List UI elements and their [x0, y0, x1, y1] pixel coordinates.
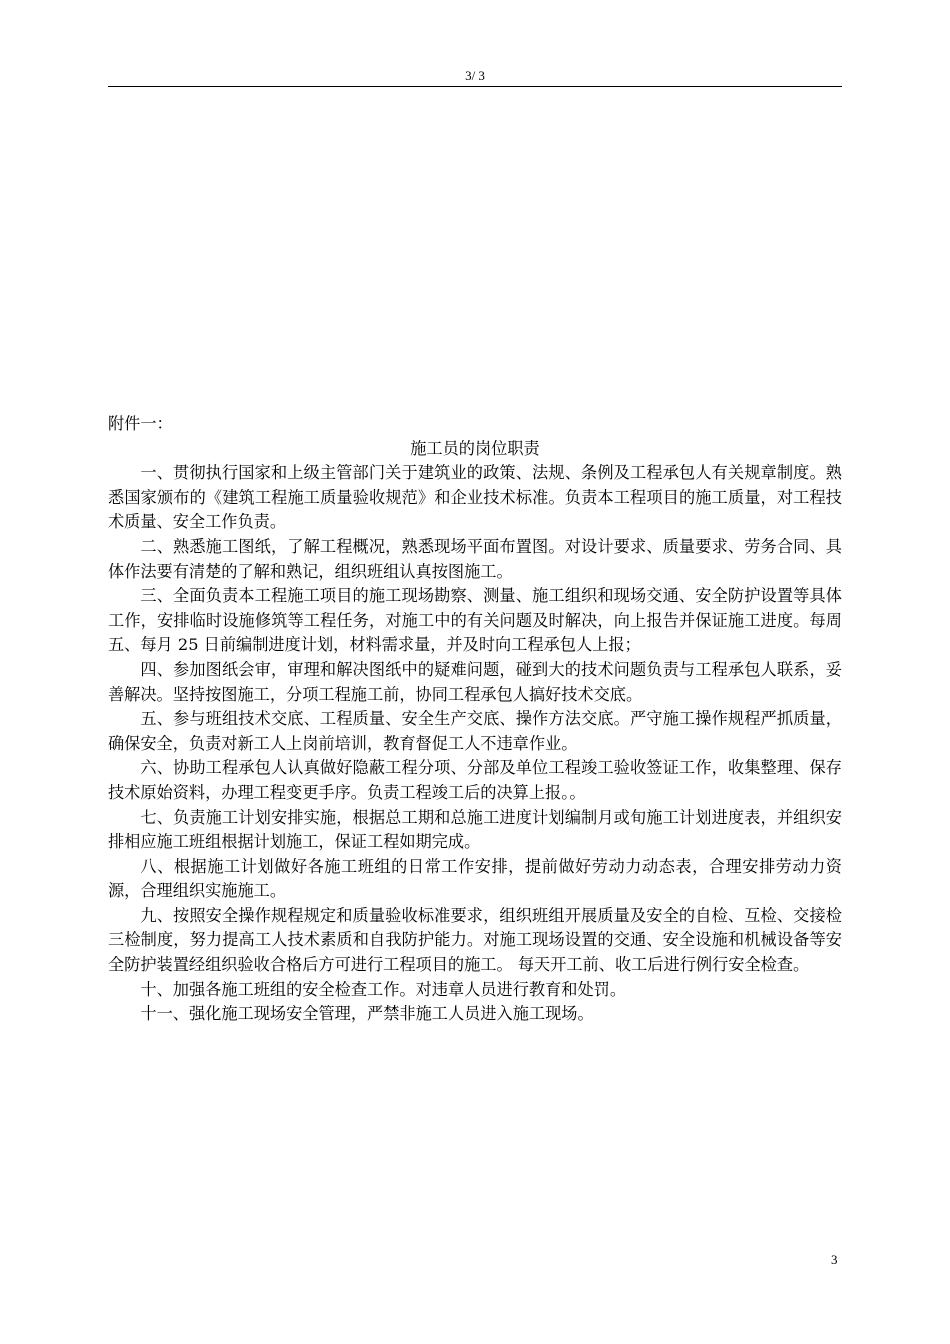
header-page-indicator: 3/ 3 [465, 68, 485, 83]
footer-page-number: 3 [831, 1252, 838, 1267]
document-title: 施工员的岗位职责 [410, 438, 540, 458]
paragraph-11: 十一、强化施工现场安全管理，严禁非施工人员进入施工现场。 [140, 1004, 594, 1024]
paragraph-3: 三、全面负责本工程施工项目的施工现场勘察、测量、施工组织和现场交通、安全防护设置等具体工作，安排临时设施修筑等工程任务，对施工中的有关问题及时解决，向上报告并保证施工进度。每周五、每月 25 日前编制进度计划，材料需求量，并及时向工程承包人上报； [108, 586, 842, 655]
attachment-label: 附件一： [108, 414, 173, 433]
paragraph-9: 九、按照安全操作规程规定和质量验收标准要求，组织班组开展质量及安全的自检、互检、交接检三检制度，努力提高工人技术素质和自我防护能力。对施工现场设置的交通、安全设施和机械设备等安全防护装置经组织验收合格后方可进行工程项目的施工。 每天开工前、收工后进行例行安全检查。 [108, 905, 842, 975]
paragraph-5: 五、参与班组技术交底、工程质量、安全生产交底、操作方法交底。严守施工操作规程严抓质量，确保安全，负责对新工人上岗前培训，教育督促工人不违章作业。 [108, 709, 842, 753]
paragraph-1: 一、贯彻执行国家和上级主管部门关于建筑业的政策、法规、条例及工程承包人有关规章制度。熟悉国家颁布的《建筑工程施工质量验收规范》和企业技术标准。负责本工程项目的施工质量，对工程技术质量、安全工作负责。 [108, 463, 842, 532]
header-divider [108, 86, 842, 87]
paragraph-7: 七、负责施工计划安排实施，根据总工期和总施工进度计划编制月或旬施工计划进度表，并组织安排相应施工班组根据计划施工，保证工程如期完成。 [108, 807, 842, 852]
paragraph-8: 八、根据施工计划做好各施工班组的日常工作安排，提前做好劳动力动态表，合理安排劳动力资源，合理组织实施施工。 [108, 856, 842, 901]
paragraph-6: 六、协助工程承包人认真做好隐蔽工程分项、分部及单位工程竣工验收签证工作，收集整理、保存技术原始资料，办理工程变更手序。负责工程竣工后的决算上报。。 [108, 758, 842, 802]
paragraph-4: 四、参加图纸会审，审理和解决图纸中的疑难问题，碰到大的技术问题负责与工程承包人联系，妥善解决。坚持按图施工，分项工程施工前，协同工程承包人搞好技术交底。 [108, 659, 842, 704]
document-body [108, 412, 842, 1027]
paragraph-2: 二、熟悉施工图纸，了解工程概况，熟悉现场平面布置图。对设计要求、质量要求、劳务合同、具体作法要有清楚的了解和熟记，组织班组认真按图施工。 [108, 536, 842, 581]
paragraph-10: 十、加强各施工班组的安全检查工作。对违章人员进行教育和处罚。 [140, 979, 627, 999]
